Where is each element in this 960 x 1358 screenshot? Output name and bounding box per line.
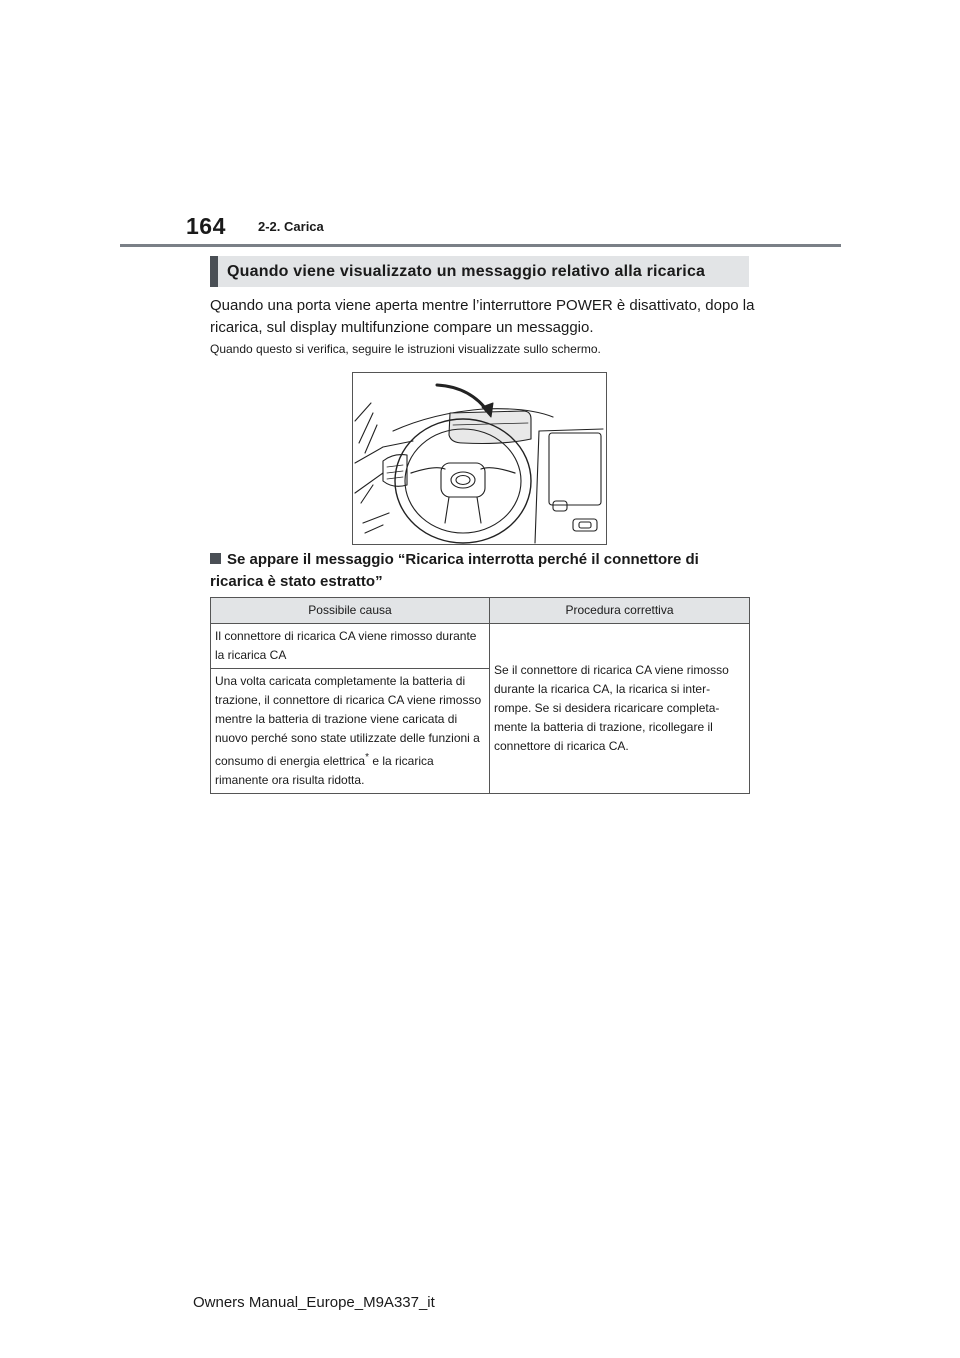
remedy-cell: Se il connettore di ricarica CA viene rimosso durante la ricarica CA, la ricarica si inter-rompe. Se si desidera ricaricare completa-mente la batteria di trazione, ricollegare il connettore di ricarica CA.: [490, 624, 750, 794]
section-reference: 2-2. Carica: [258, 219, 324, 234]
section-heading-text: Quando viene visualizzato un messaggio relativo alla ricarica: [227, 262, 706, 280]
page-number: 164: [186, 213, 226, 239]
header-divider: [120, 244, 841, 247]
square-bullet-icon: [210, 553, 221, 564]
footnote-asterisk: *: [365, 752, 369, 763]
instruction-note: Quando questo si verifica, seguire le istruzioni visualizzate sullo schermo.: [210, 342, 601, 356]
cause-cell: [211, 669, 490, 794]
cause-remedy-table: [210, 597, 750, 794]
section-heading: [210, 256, 749, 287]
dashboard-illustration: [352, 372, 607, 545]
table-row: [211, 624, 750, 669]
table-header-row: [211, 598, 750, 624]
cause-text: Una volta caricata completamente la batteria di trazione, il connettore di ricarica CA viene rimosso mentre la batteria di trazione viene caricata di nuovo perché sono state utilizzate delle funzioni a consumo di energia elettrica: [215, 674, 482, 768]
table-header-cause: Possibile causa: [211, 598, 490, 624]
footer-text: Owners Manual_Europe_M9A337_it: [193, 1294, 435, 1311]
cause-text-tail: e la ricarica rimanente ora risulta ridotta.: [215, 754, 434, 787]
intro-paragraph: Quando una porta viene aperta mentre l’interruttore POWER è disattivato, dopo la ricarica, sul display multifunzione compare un messaggio.: [210, 297, 755, 336]
subsection-heading: [210, 549, 755, 593]
table-header-remedy: Procedura correttiva: [490, 598, 750, 624]
cause-cell: Il connettore di ricarica CA viene rimosso durante la ricarica CA: [211, 624, 490, 669]
subsection-heading-text: Se appare il messaggio “Ricarica interrotta perché il connettore di ricarica è stato estratto”: [210, 551, 699, 590]
